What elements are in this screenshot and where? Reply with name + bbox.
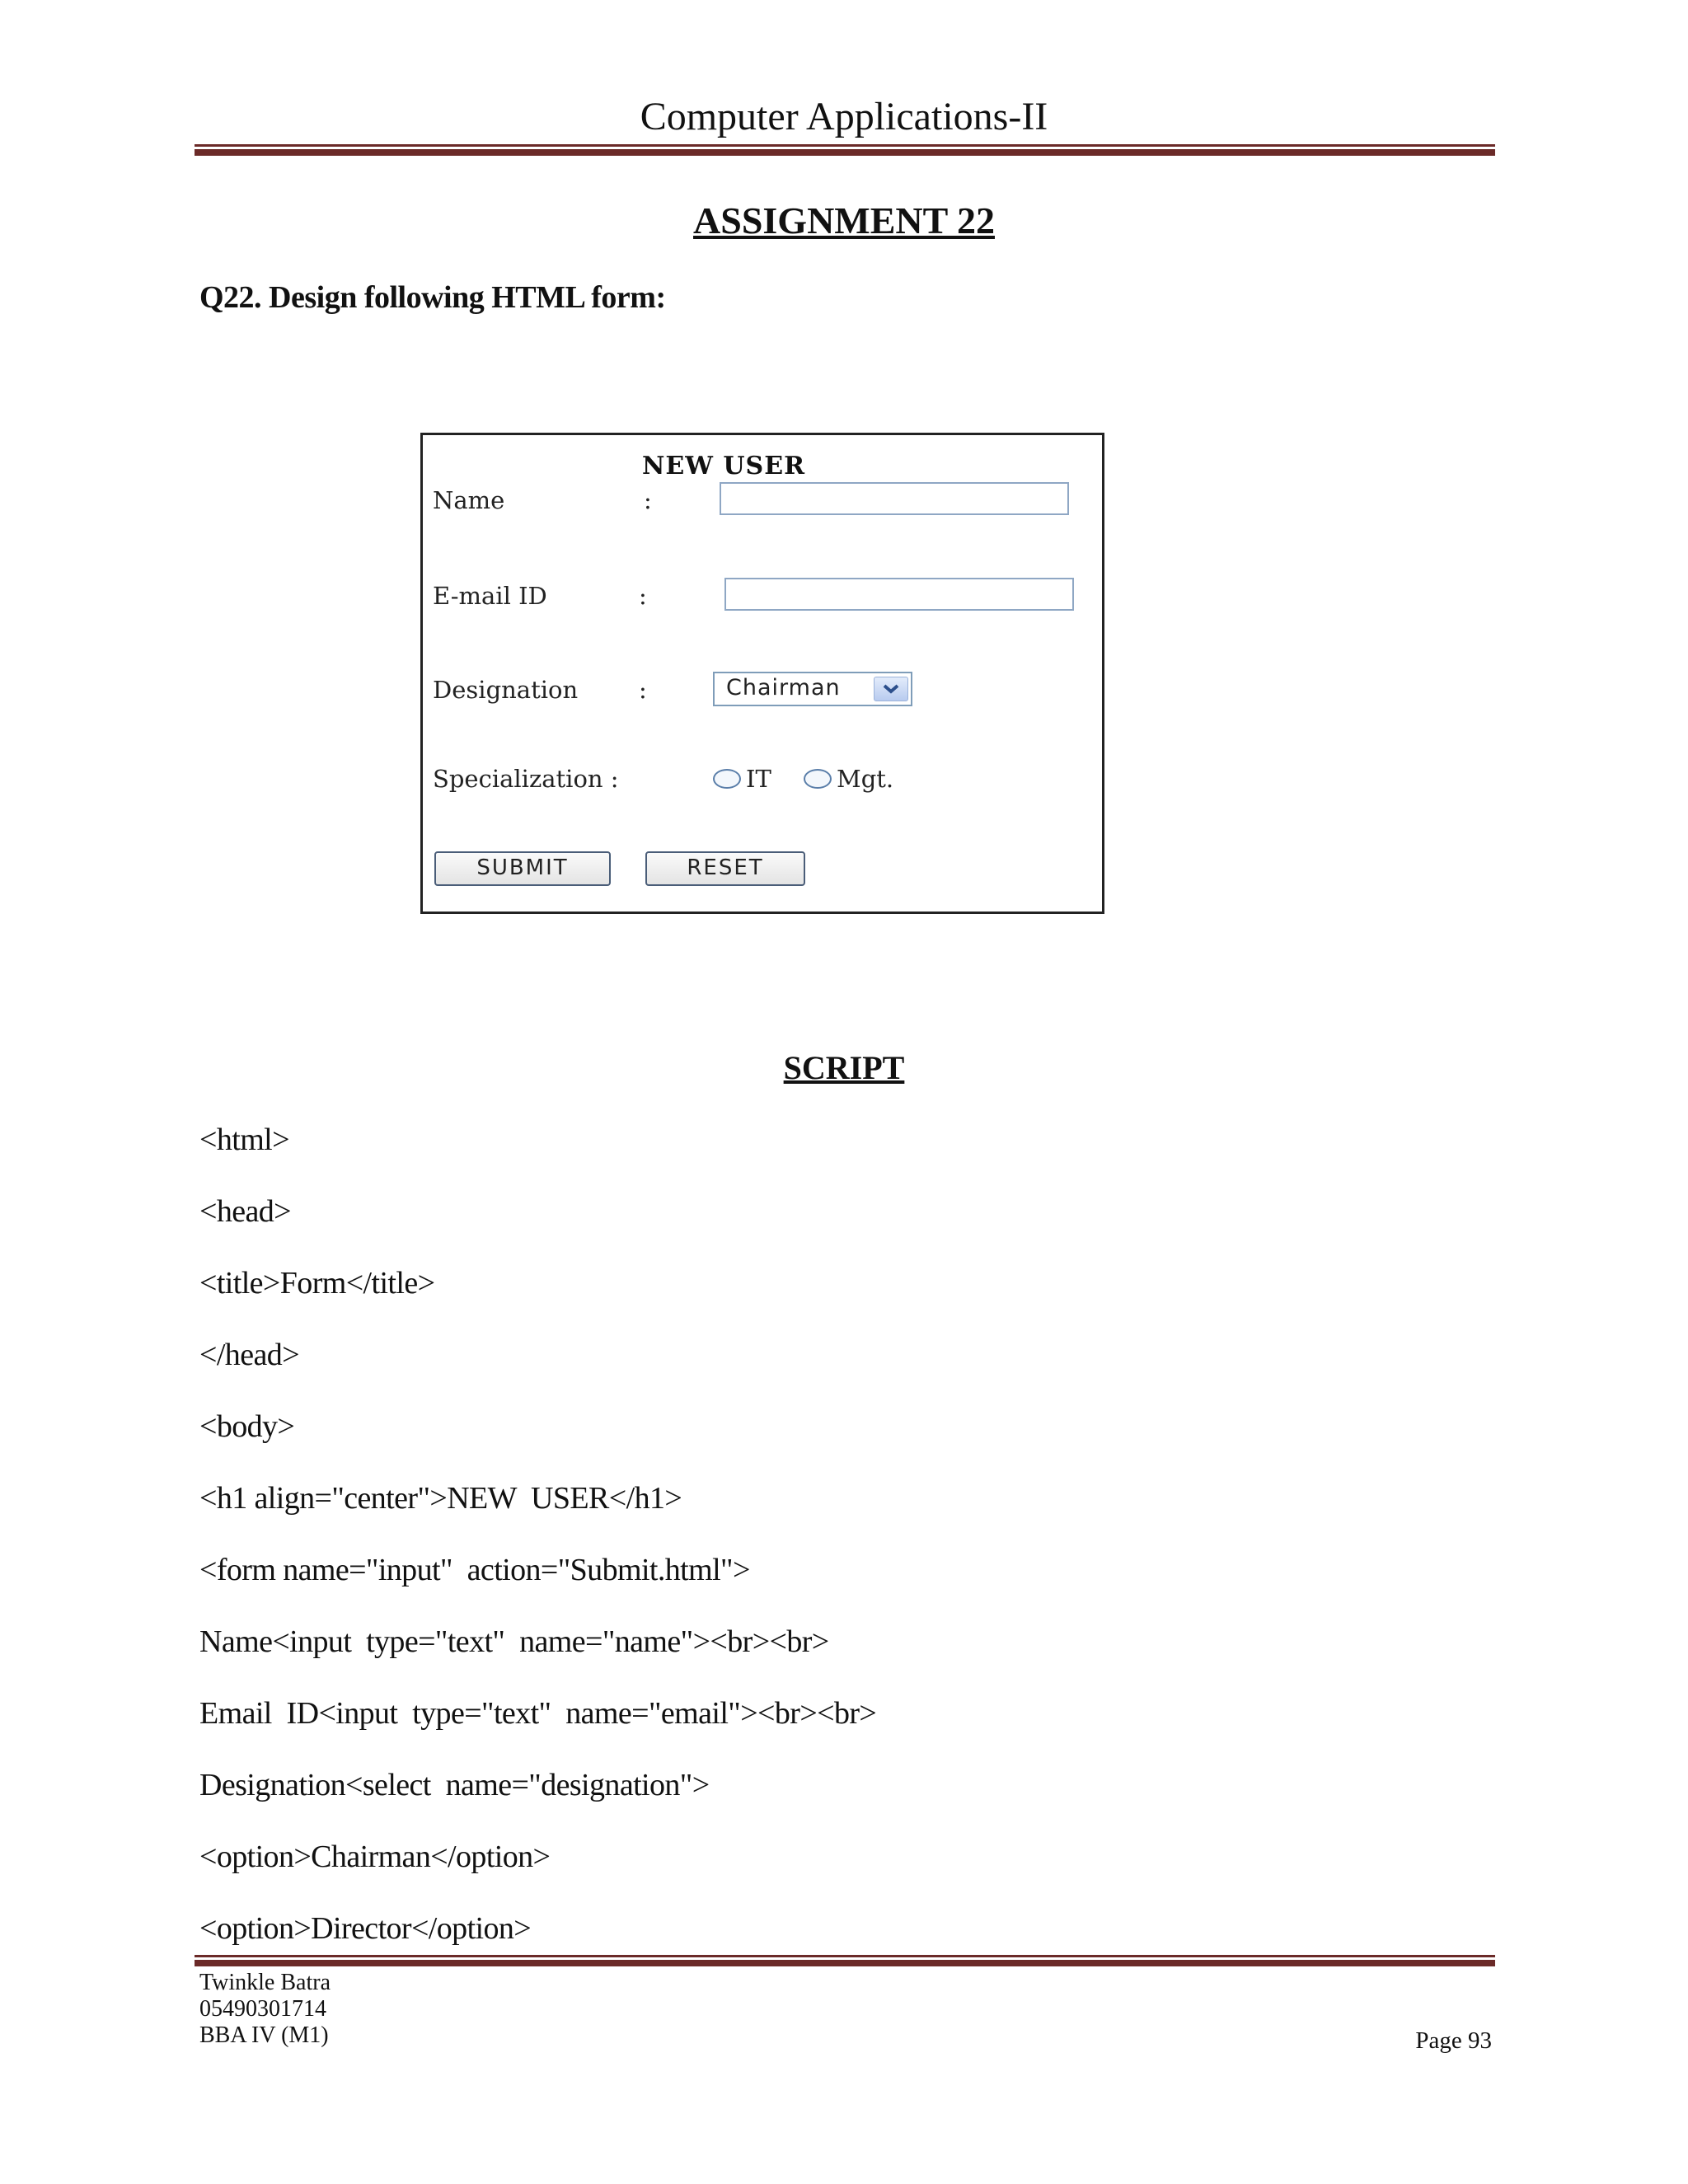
footer-rule (195, 1955, 1495, 1968)
email-colon: : (639, 582, 647, 610)
radio-mgt[interactable] (804, 769, 832, 789)
code-line: <body> (199, 1409, 295, 1444)
code-line: <h1 align="center">NEW USER</h1> (199, 1481, 682, 1516)
code-line: <head> (199, 1194, 291, 1229)
code-line: <option>Chairman</option> (199, 1840, 551, 1874)
assignment-title: ASSIGNMENT 22 (693, 199, 995, 241)
code-line: <option>Director</option> (199, 1911, 532, 1946)
code-line: <html> (199, 1122, 289, 1157)
form-title: NEW USER (641, 452, 806, 480)
submit-button[interactable]: SUBMIT (434, 851, 611, 886)
chevron-down-icon[interactable] (874, 677, 908, 701)
footer-roll-number: 05490301714 (199, 1996, 326, 2022)
reset-button[interactable]: RESET (645, 851, 805, 886)
radio-it[interactable] (713, 769, 741, 789)
code-line: Email ID<input type="text" name="email"><br><br> (199, 1696, 877, 1731)
footer-author-block (199, 1970, 331, 2049)
designation-label: Designation (433, 676, 579, 704)
code-line: <title>Form</title> (199, 1266, 435, 1301)
code-line: <form name="input" action="Submit.html"> (199, 1553, 750, 1587)
running-header-title: Computer Applications-II (640, 95, 1048, 138)
designation-select[interactable] (713, 672, 912, 706)
code-line: </head> (199, 1338, 299, 1372)
email-label: E-mail ID (433, 582, 547, 610)
question-text: Q22. Design following HTML form: (199, 280, 666, 315)
form-screenshot (420, 433, 1104, 914)
code-line: Name<input type="text" name="name"><br><br> (199, 1624, 829, 1659)
designation-colon: : (639, 676, 647, 704)
name-input[interactable] (720, 482, 1069, 515)
name-colon: : (644, 486, 652, 514)
header-rule (195, 144, 1495, 157)
code-line: Designation<select name="designation"> (199, 1768, 710, 1802)
radio-mgt-label: Mgt. (837, 765, 894, 793)
page-number: Page 93 (1415, 2027, 1492, 2054)
email-input[interactable] (724, 578, 1074, 611)
script-heading: SCRIPT (783, 1049, 905, 1086)
designation-selected-value: Chairman (726, 675, 841, 701)
radio-it-label: IT (746, 765, 771, 793)
specialization-label: Specialization : (433, 765, 619, 793)
footer-class: BBA IV (M1) (199, 2022, 329, 2048)
footer-author: Twinkle Batra (199, 1970, 331, 1995)
name-label: Name (433, 486, 505, 514)
